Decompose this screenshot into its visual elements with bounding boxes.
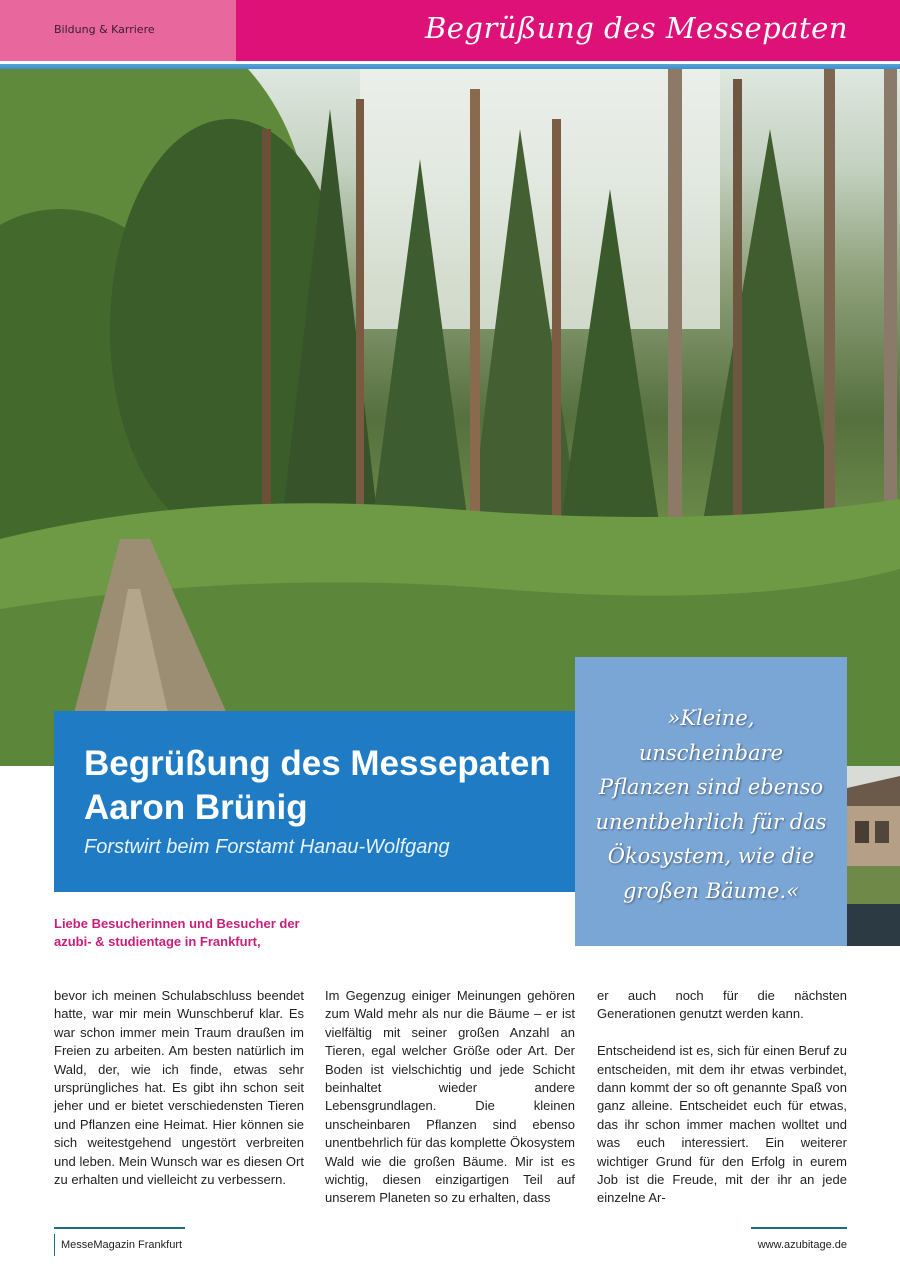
article-title-box [54,711,601,892]
pull-quote-line-4: unentbehrlich für das [595,809,827,834]
body-column-3 [597,987,847,1226]
farm-building-photo [847,766,900,946]
body-paragraph: Entscheidend ist es, sich für einen Beruf zu entscheiden, mit dem ihr etwas verbindet, dann kommt der so oft genannte Spaß von ganz alleine. Entscheidet euch für etwas, das ihr schon immer machen wolltet und was euch interessiert. Ein weiterer wichtiger Grund für den Erfolg in eurem Job ist die Freude, mit der ihr an jede einzelne Ar- [597,1043,847,1206]
pull-quote-box [575,657,847,946]
footer-website-link[interactable]: www.azubitage.de [757,1239,847,1251]
pull-quote-line-5: Ökosystem, wie die [607,844,815,868]
article-title [84,742,551,830]
pull-quote [575,701,847,908]
header-section-label: Bildung & Karriere [54,23,155,36]
greeting-line-1: Liebe Besucherinnen und Besucher der [54,916,300,931]
body-paragraph: er auch noch für die nächsten Generationen genutzt werden kann. [597,988,847,1022]
pull-quote-line-1: »Kleine, [667,706,755,730]
footer-rule-right [751,1227,847,1229]
body-paragraph: Im Gegenzug einiger Meinungen gehören zum Wald mehr als nur die Bäume – er ist vielfältig mit seiner großen Anzahl an Tieren, egal welcher Größe oder Art. Der Boden ist vielschichtig und jede Schicht beinhaltet wieder andere Lebensgrundlagen. Die kleinen unscheinbaren Pflanzen sind ebenso unentbehrlich für das komplette Ökosystem Wald wie die großen Bäume. Mir ist es wichtig, diesen einzigartigen Teil auf unserem Planeten so zu erhalten, dass [325,988,576,1206]
article-subtitle: Forstwirt beim Forstamt Hanau-Wolfgang [84,836,450,858]
pull-quote-line-6: großen Bäume.« [622,878,800,903]
pull-quote-line-2: unscheinbare [638,740,784,765]
pull-quote-line-3: Pflanzen sind ebenso [598,775,824,799]
article-title-line-2: Aaron Brünig [84,788,308,827]
footer-publication: MesseMagazin Frankfurt [61,1239,183,1251]
greeting [54,915,306,950]
body-paragraph: bevor ich meinen Schulabschluss beendet hatte, war mir mein Wunschberuf klar. Es war schon immer mein Traum draußen im Freien zu arbeiten. Am besten natürlich im Wald, der, wie ich finde, etwas sehr ursprüngliches hat. Es gibt ihn schon seit jeher und er bietet verschiedensten Tieren und Pflanzen eine Heimat. Hier können sie sich weitestgehend ungestört verbreiten und leben. Mein Wunsch war es diesen Ort zu erhalten und vielleicht zu verbessern. [54,988,304,1188]
body-column-1 [54,987,304,1208]
farm-illustration [847,766,900,946]
header-title: Begrüßung des Messepaten [424,11,848,45]
body-column-2 [325,987,575,1226]
greeting-line-2: azubi- & studientage in Frankfurt, [54,933,261,949]
footer-rule-left [54,1227,185,1229]
article-title-line-1: Begrüßung des Messepaten [84,744,551,783]
footer-marker [54,1234,55,1256]
header-stripe [0,61,900,69]
